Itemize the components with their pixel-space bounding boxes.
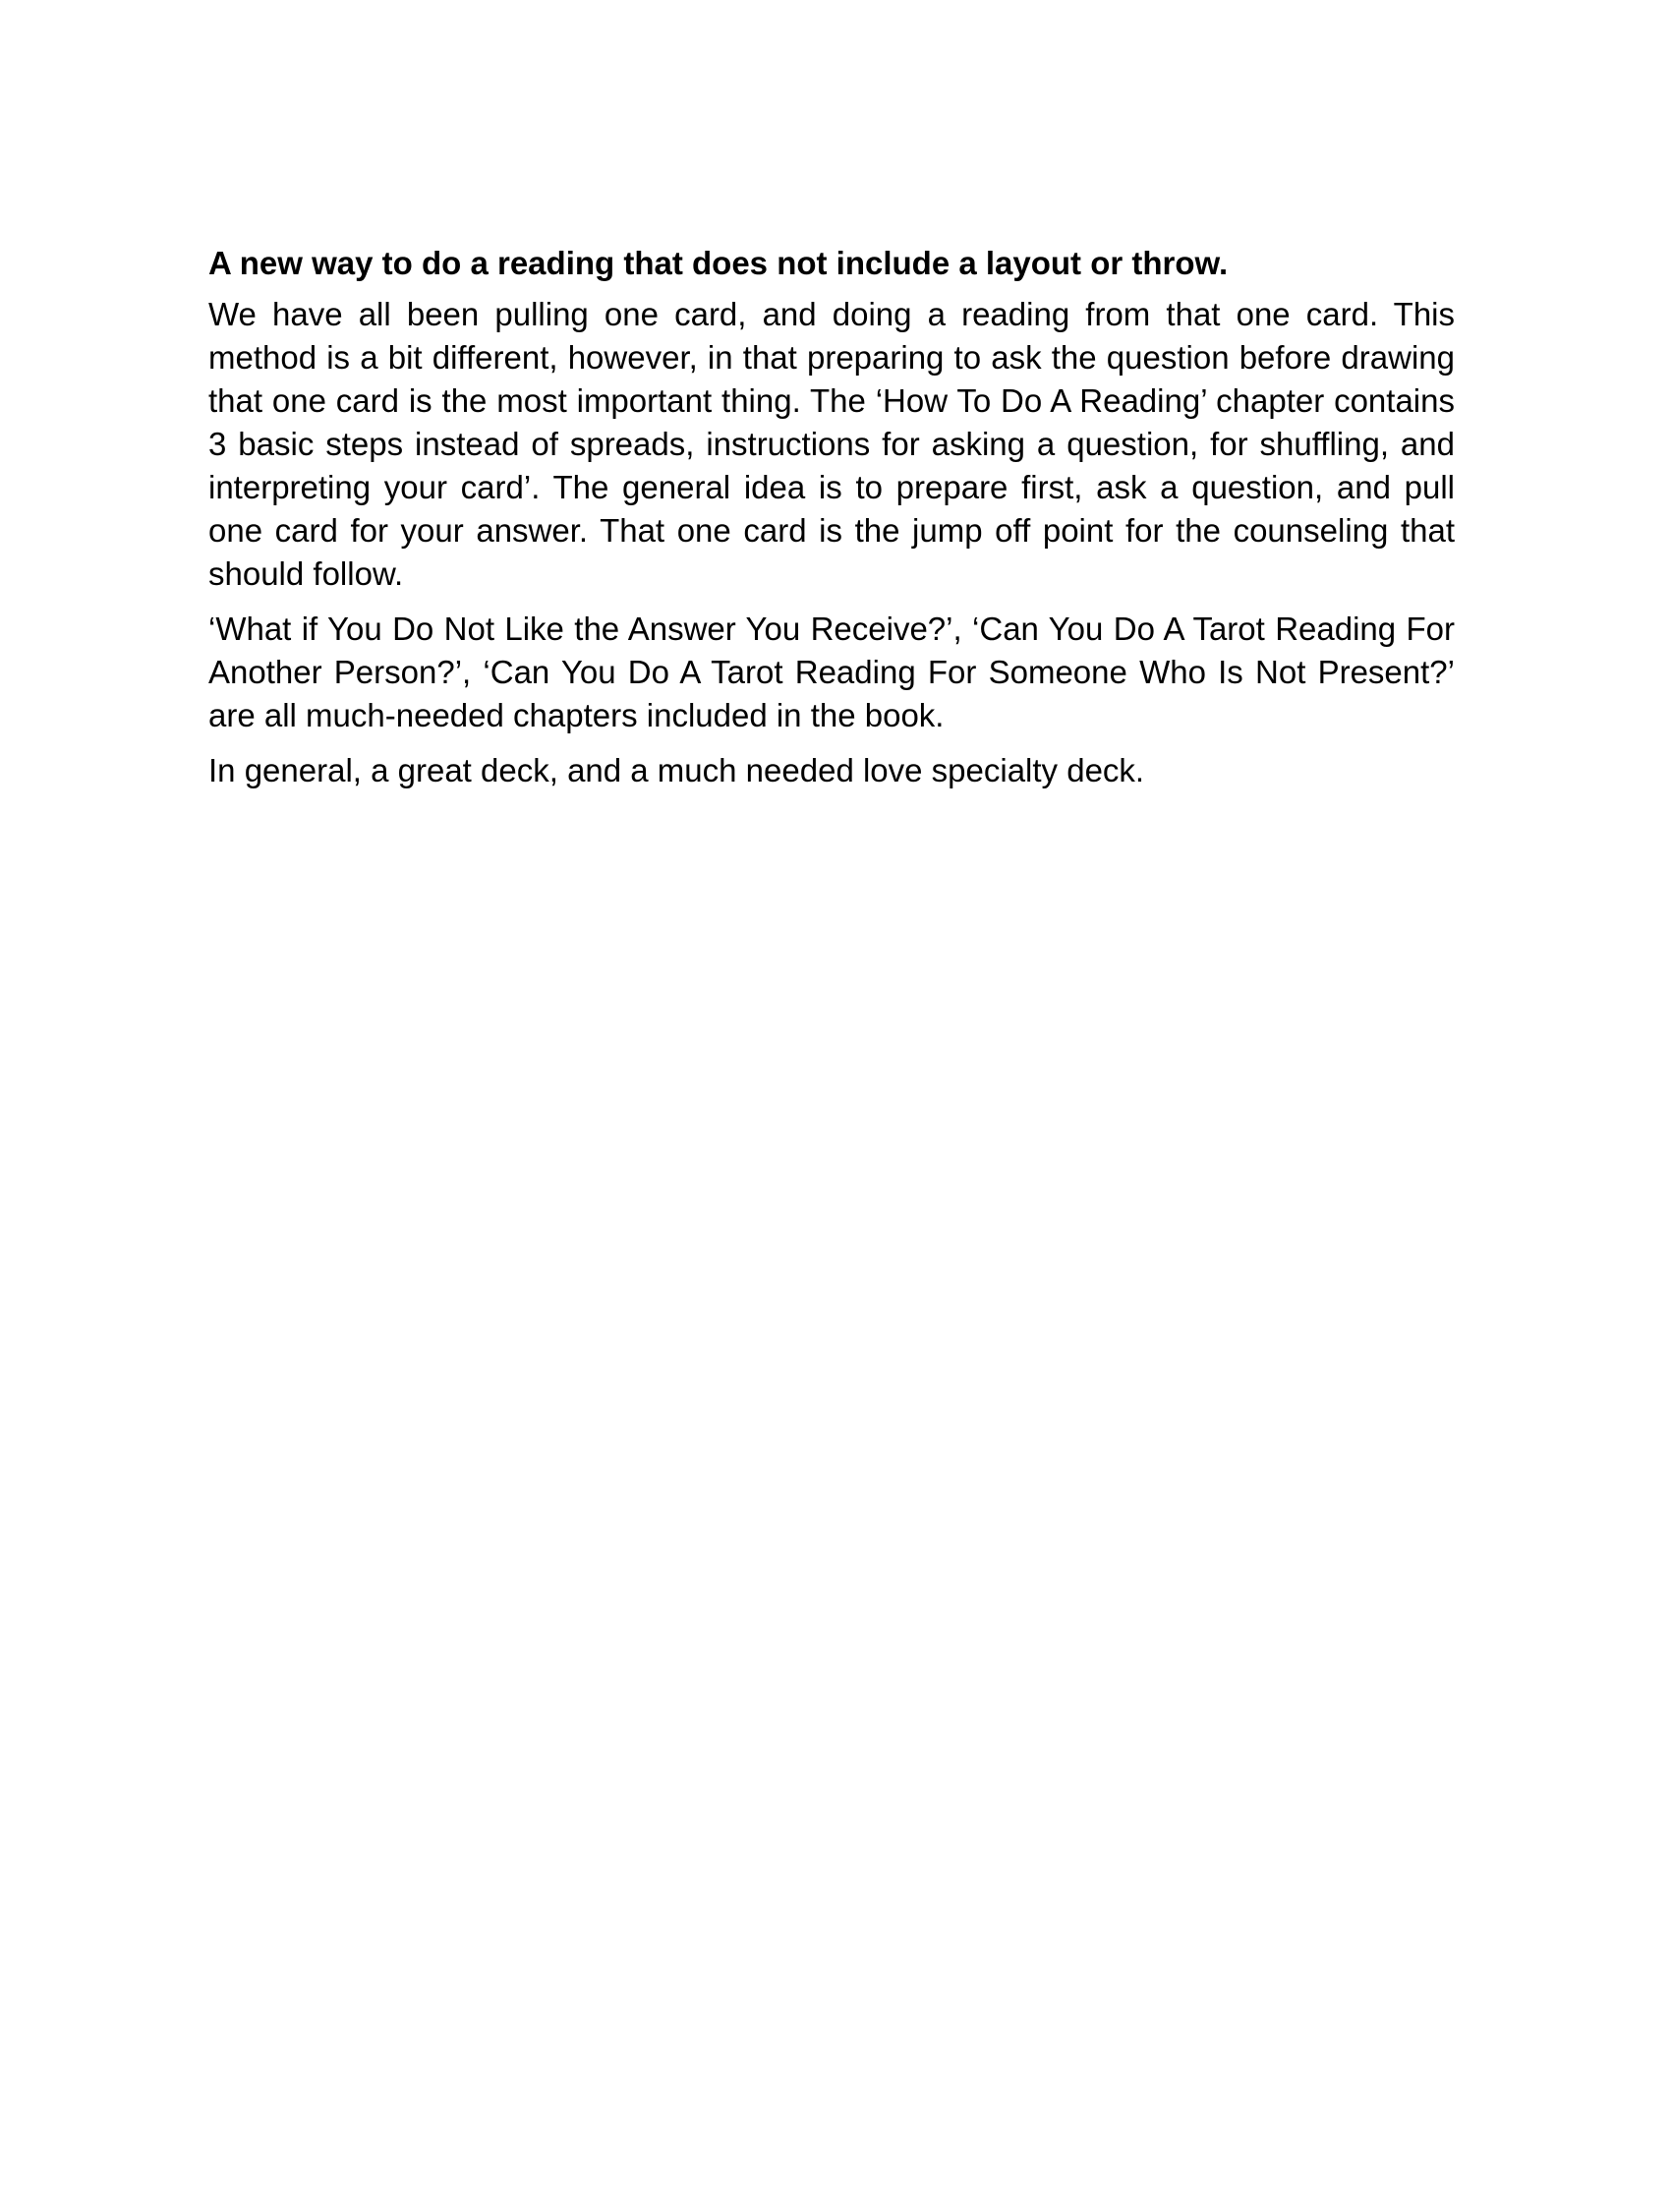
paragraph-chapters: ‘What if You Do Not Like the Answer You Receive?’, ‘Can You Do A Tarot Reading For Another Person?’, ‘Can You Do A Tarot Reading For Someone Who Is Not Present?’ are all much-needed chapters included in the book. [208,611,1455,733]
paragraph-reading-method: We have all been pulling one card, and doing a reading from that one card. This method is a bit different, however, in that preparing to ask the question before drawing that one card is the most important thing. The ‘How To Do A Reading’ chapter contains 3 basic steps instead of spreads, instructions for asking a question, for shuffling, and interpreting your card’. The general idea is to prepare first, ask a question, and pull one card for your answer. That one card is the jump off point for the counseling that should follow. [208,296,1455,592]
paragraph-conclusion: In general, a great deck, and a much needed love specialty deck. [208,752,1145,788]
section-heading: A new way to do a reading that does not include a layout or throw. [208,245,1229,281]
document-page [208,244,1455,804]
